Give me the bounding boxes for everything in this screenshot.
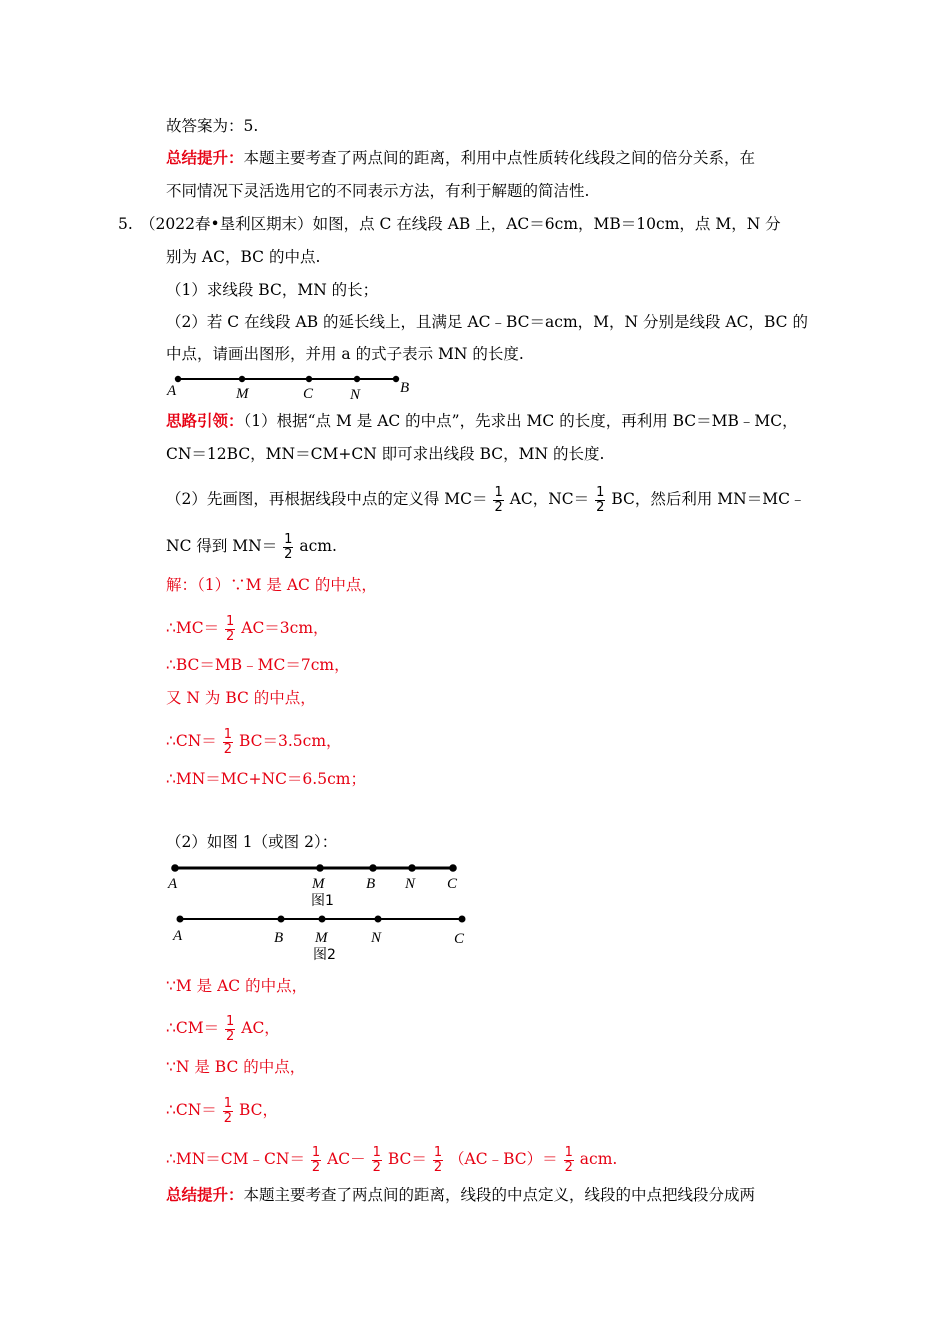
fraction-denominator: 2 bbox=[223, 741, 233, 757]
solution-7: ∵M 是 AC 的中点， bbox=[166, 977, 308, 995]
fraction-half bbox=[223, 1097, 233, 1126]
label-n: N bbox=[350, 387, 361, 403]
point-m bbox=[319, 916, 326, 923]
label-b: B bbox=[274, 930, 284, 946]
question-line-2: 别为 AC，BC 的中点. bbox=[166, 248, 321, 266]
question-number: 5. bbox=[118, 215, 133, 233]
point-m bbox=[316, 864, 324, 872]
fraction-half bbox=[225, 1015, 235, 1044]
point-m bbox=[239, 376, 245, 382]
solution-8 bbox=[166, 1014, 280, 1044]
summary-label: 总结提升： bbox=[166, 149, 244, 167]
point-n bbox=[408, 864, 416, 872]
label-m: M bbox=[312, 876, 325, 892]
solution-4: 又 N 为 BC 的中点， bbox=[166, 689, 316, 707]
question-part-2b: 中点，请画出图形，并用 a 的式子表示 MN 的长度. bbox=[166, 345, 524, 363]
solution-8-pre: ∴CM＝ bbox=[166, 1019, 220, 1037]
fraction-numerator: 1 bbox=[372, 1144, 381, 1160]
hint-line-1 bbox=[166, 410, 798, 432]
fraction-numerator: 1 bbox=[311, 1144, 321, 1160]
fraction-numerator: 1 bbox=[223, 1095, 233, 1111]
solution-5-pre: ∴CN＝ bbox=[166, 732, 217, 750]
hint-2a-pre: （2）先画图，再根据线段中点的定义得 MC＝ bbox=[166, 490, 488, 508]
solution-11-c: （AC﹣BC）＝ bbox=[449, 1150, 558, 1168]
figure-2 bbox=[160, 908, 480, 964]
solution-5 bbox=[166, 727, 342, 757]
label-c: C bbox=[454, 931, 465, 947]
part-2-heading: （2）如图 1（或图 2）： bbox=[166, 833, 338, 851]
point-a bbox=[177, 916, 184, 923]
fraction-numerator: 1 bbox=[596, 484, 605, 500]
summary-1 bbox=[166, 147, 755, 169]
caption-fig1: 图1 bbox=[311, 893, 334, 909]
solution-2 bbox=[166, 614, 329, 644]
fraction-numerator: 1 bbox=[433, 1144, 443, 1160]
label-n: N bbox=[405, 876, 416, 892]
solution-11-b: BC＝ bbox=[387, 1150, 427, 1168]
solution-5-post: BC＝3.5cm， bbox=[238, 732, 342, 750]
label-m: M bbox=[315, 930, 328, 946]
fraction-half bbox=[372, 1146, 382, 1175]
point-c bbox=[459, 916, 466, 923]
label-c: C bbox=[303, 386, 314, 402]
hint-label: 思路引领： bbox=[166, 412, 244, 430]
fraction-denominator: 2 bbox=[596, 499, 605, 515]
fraction-denominator: 2 bbox=[311, 1159, 321, 1175]
fraction-half bbox=[225, 615, 235, 644]
fraction-denominator: 2 bbox=[226, 628, 235, 644]
question-line-1: （2022春•垦利区期末）如图，点 C 在线段 AB 上，AC＝6cm，MB＝10cm，点 M，N 分 bbox=[140, 215, 781, 233]
point-b bbox=[393, 376, 399, 382]
fraction-denominator: 2 bbox=[494, 499, 503, 515]
hint-2b-post: acm. bbox=[299, 537, 337, 555]
summary-text-a: 本题主要考查了两点间的距离，利用中点性质转化线段之间的倍分关系，在 bbox=[243, 149, 756, 167]
fraction-denominator: 2 bbox=[372, 1159, 381, 1175]
solution-9: ∵N 是 BC 的中点， bbox=[166, 1058, 306, 1076]
label-c: C bbox=[447, 876, 458, 892]
figure-1 bbox=[160, 858, 480, 910]
fraction-half bbox=[595, 486, 605, 515]
caption-fig2: 图2 bbox=[313, 947, 336, 963]
fraction-numerator: 1 bbox=[226, 613, 235, 629]
point-a bbox=[175, 376, 181, 382]
fraction-denominator: 2 bbox=[226, 1028, 235, 1044]
label-b: B bbox=[400, 380, 410, 396]
fraction-half bbox=[311, 1146, 321, 1175]
point-c bbox=[449, 864, 457, 872]
fraction-denominator: 2 bbox=[564, 1159, 573, 1175]
fraction-half bbox=[433, 1146, 443, 1175]
label-a: A bbox=[167, 383, 177, 399]
fraction-numerator: 1 bbox=[494, 484, 503, 500]
summary-label: 总结提升： bbox=[166, 1186, 244, 1204]
question-part-2a: （2）若 C 在线段 AB 的延长线上，且满足 AC﹣BC＝acm，M，N 分别是线段 AC，BC 的 bbox=[166, 313, 808, 331]
fraction-denominator: 2 bbox=[284, 546, 293, 562]
fraction-numerator: 1 bbox=[223, 726, 233, 742]
solution-1: 解：（1）∵M 是 AC 的中点， bbox=[166, 576, 377, 594]
hint-line-2b bbox=[166, 532, 337, 562]
fraction-half bbox=[223, 728, 233, 757]
point-b bbox=[369, 864, 377, 872]
solution-8-post: AC， bbox=[241, 1019, 280, 1037]
point-a bbox=[171, 864, 179, 872]
answer-line: 故答案为：5. bbox=[166, 117, 259, 135]
summary-2-text: 本题主要考查了两点间的距离，线段的中点定义，线段的中点把线段分成两 bbox=[243, 1186, 756, 1204]
fraction-half bbox=[564, 1146, 574, 1175]
point-c bbox=[306, 376, 312, 382]
fraction-half bbox=[493, 486, 503, 515]
solution-11 bbox=[166, 1145, 617, 1175]
hint-text-1a: （1）根据“点 M 是 AC 的中点”，先求出 MC 的长度，再利用 BC＝MB﹣MC， bbox=[243, 412, 798, 430]
point-n bbox=[354, 376, 360, 382]
solution-10 bbox=[166, 1096, 278, 1126]
fraction-denominator: 2 bbox=[433, 1159, 443, 1175]
solution-2-pre: ∴MC＝ bbox=[166, 619, 220, 637]
fraction-denominator: 2 bbox=[223, 1110, 233, 1126]
point-n bbox=[375, 916, 382, 923]
fraction-half bbox=[283, 533, 293, 562]
hint-text-1b: CN＝12BC，MN＝CM+CN 即可求出线段 BC，MN 的长度. bbox=[166, 445, 605, 463]
question-part-1: （1）求线段 BC，MN 的长； bbox=[166, 281, 379, 299]
summary-text-b: 不同情况下灵活选用它的不同表示方法，有利于解题的简洁性. bbox=[166, 182, 590, 200]
label-m: M bbox=[236, 386, 249, 402]
figure-question bbox=[160, 370, 420, 406]
solution-10-pre: ∴CN＝ bbox=[166, 1101, 217, 1119]
fraction-numerator: 1 bbox=[284, 531, 293, 547]
solution-10-post: BC， bbox=[238, 1101, 278, 1119]
solution-11-pre: ∴MN＝CM﹣CN＝ bbox=[166, 1150, 305, 1168]
hint-2a-mid1: AC，NC＝ bbox=[509, 490, 590, 508]
solution-11-a: AC－ bbox=[327, 1150, 366, 1168]
hint-2b-pre: NC 得到 MN＝ bbox=[166, 537, 278, 555]
solution-6: ∴MN＝MC+NC＝6.5cm； bbox=[166, 770, 366, 788]
summary-2 bbox=[166, 1184, 755, 1206]
label-n: N bbox=[371, 930, 382, 946]
solution-2-post: AC＝3cm， bbox=[241, 619, 329, 637]
hint-2a-mid2: BC，然后利用 MN＝MC﹣ bbox=[611, 490, 806, 508]
label-a: A bbox=[173, 928, 183, 944]
fraction-numerator: 1 bbox=[226, 1013, 235, 1029]
label-b: B bbox=[366, 876, 376, 892]
hint-line-2a bbox=[166, 485, 805, 515]
fraction-numerator: 1 bbox=[564, 1144, 573, 1160]
point-b bbox=[278, 916, 285, 923]
solution-3: ∴BC＝MB﹣MC＝7cm， bbox=[166, 656, 350, 674]
solution-11-d: acm. bbox=[579, 1150, 618, 1168]
label-a: A bbox=[168, 876, 178, 892]
